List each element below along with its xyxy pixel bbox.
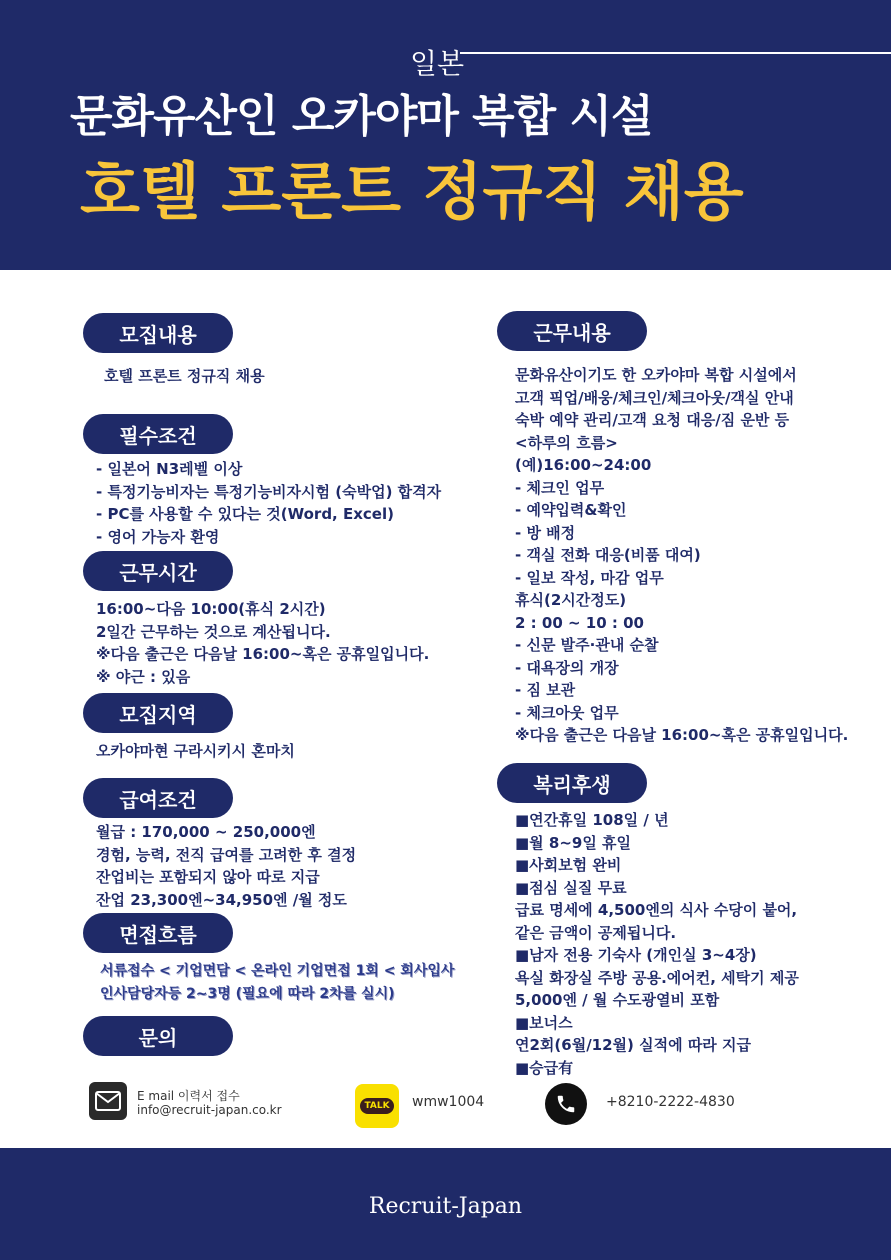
- kakaotalk-icon[interactable]: [355, 1084, 399, 1128]
- header-headline: 호텔 프론트 정규직 채용: [80, 155, 744, 228]
- location-heading: 모집지역: [83, 693, 233, 733]
- text-line: - 체크인 업무: [515, 478, 605, 497]
- talk-badge: TALK: [360, 1098, 393, 1114]
- text-line: - 신문 발주·관내 순찰: [515, 636, 659, 654]
- text-line: 숙박 예약 관리/고객 요청 대응/짐 운반 등: [515, 411, 790, 429]
- recruit-heading: 모집내용: [83, 313, 233, 353]
- interview-content: [100, 960, 454, 1005]
- hours-heading: 근무시간: [83, 551, 233, 591]
- text-line: 고객 픽업/배웅/체크인/체크아웃/객실 안내: [515, 388, 794, 407]
- recruit-content: [104, 365, 265, 388]
- text-line: 문화유산이기도 한 오카야마 복합 시설에서: [515, 366, 797, 384]
- requirements-content: [96, 458, 441, 548]
- benefits-heading: 복리후생: [497, 763, 647, 803]
- mail-address-link[interactable]: info@recruit-japan.co.kr: [137, 1103, 282, 1117]
- text-line: ■점심 실질 무료: [515, 878, 627, 897]
- text-line: - 방 배정: [515, 523, 576, 542]
- location-content: [96, 740, 295, 763]
- text-line: 급료 명세에 4,500엔의 식사 수당이 붙어,: [515, 901, 798, 919]
- phone-icon[interactable]: [545, 1083, 587, 1125]
- text-line: 16:00~다음 10:00(휴식 2시간): [96, 600, 326, 618]
- text-line: 잔업비는 포함되지 않아 따로 지급: [96, 868, 320, 886]
- text-line: - 영어 가능자 환영: [96, 527, 220, 546]
- text-line: - 체크아웃 업무: [515, 703, 619, 722]
- text-line: ※ 야근 : 있음: [96, 667, 191, 686]
- text-line: 같은 금액이 공제됩니다.: [515, 923, 677, 942]
- text-line: 5,000엔 / 월 수도광열비 포함: [515, 991, 720, 1009]
- text-line: - 대욕장의 개장: [515, 658, 619, 677]
- text-line: 잔업 23,300엔~34,950엔 /월 정도: [96, 890, 347, 909]
- text-line: ■월 8~9일 휴일: [515, 833, 632, 852]
- text-line: ■보너스: [515, 1013, 573, 1032]
- benefits-content: [515, 809, 799, 1079]
- text-line: - PC를 사용할 수 있다는 것(Word, Excel): [96, 505, 394, 523]
- salary-heading: 급여조건: [83, 778, 233, 818]
- text-line: 호텔 프론트 정규직 채용: [104, 367, 265, 385]
- text-line: 2일간 근무하는 것으로 계산됩니다.: [96, 622, 331, 641]
- text-line: 인사담당자등 2~3명 (필요에 따라 2차를 실시): [100, 985, 395, 1002]
- text-line: 2 : 00 ~ 10 : 00: [515, 613, 644, 632]
- duties-content: [515, 364, 848, 747]
- text-line: 월급 : 170,000 ~ 250,000엔: [96, 823, 316, 841]
- talk-id[interactable]: wmw1004: [412, 1094, 485, 1110]
- text-line: - 짐 보관: [515, 681, 576, 699]
- inquiry-heading: 문의: [83, 1016, 233, 1056]
- interview-heading: 면접흐름: [83, 913, 233, 953]
- mail-label: E mail 이력서 접수: [137, 1089, 240, 1103]
- text-line: (예)16:00~24:00: [515, 456, 652, 474]
- text-line: - 객실 전화 대응(비품 대여): [515, 546, 701, 564]
- duties-heading: 근무내용: [497, 311, 647, 351]
- text-line: ■연간휴일 108일 / 년: [515, 811, 669, 829]
- header-title: 문화유산인 오카야마 복합 시설: [70, 91, 653, 142]
- text-line: - 특정기능비자는 특정기능비자시험 (숙박업) 합격자: [96, 482, 442, 501]
- text-line: ■승급有: [515, 1058, 574, 1077]
- text-line: - 일보 작성, 마감 업무: [515, 568, 664, 587]
- text-line: ■남자 전용 기숙사 (개인실 3~4장): [515, 946, 757, 964]
- phone-number[interactable]: +8210-2222-4830: [606, 1094, 735, 1110]
- requirements-heading: 필수조건: [83, 414, 233, 454]
- header-rule: [460, 52, 891, 54]
- text-line: 경험, 능력, 전직 급여를 고려한 후 결정: [96, 845, 357, 864]
- text-line: 오카야마현 구라시키시 혼마치: [96, 742, 295, 760]
- text-line: <하루의 흐름>: [515, 433, 618, 452]
- header-subtitle: 일본: [410, 47, 465, 80]
- text-line: - 예약입력&확인: [515, 501, 627, 519]
- footer-brand: Recruit-Japan: [368, 1194, 523, 1219]
- mail-icon[interactable]: [89, 1082, 127, 1120]
- text-line: ※다음 출근은 다음날 16:00~혹은 공휴일입니다.: [96, 645, 430, 663]
- text-line: 연2회(6월/12월) 실적에 따라 지급: [515, 1036, 751, 1054]
- text-line: 서류접수 < 기업면담 < 온라인 기업면접 1회 < 회사입사: [100, 963, 455, 979]
- hours-content: [96, 598, 429, 688]
- salary-content: [96, 821, 356, 911]
- text-line: ※다음 출근은 다음날 16:00~혹은 공휴일입니다.: [515, 726, 849, 744]
- text-line: 욕실 화장실 주방 공용.에어컨, 세탁기 제공: [515, 968, 799, 987]
- text-line: 휴식(2시간정도): [515, 591, 627, 609]
- text-line: - 일본어 N3레벨 이상: [96, 460, 243, 478]
- text-line: ■사회보험 완비: [515, 856, 622, 874]
